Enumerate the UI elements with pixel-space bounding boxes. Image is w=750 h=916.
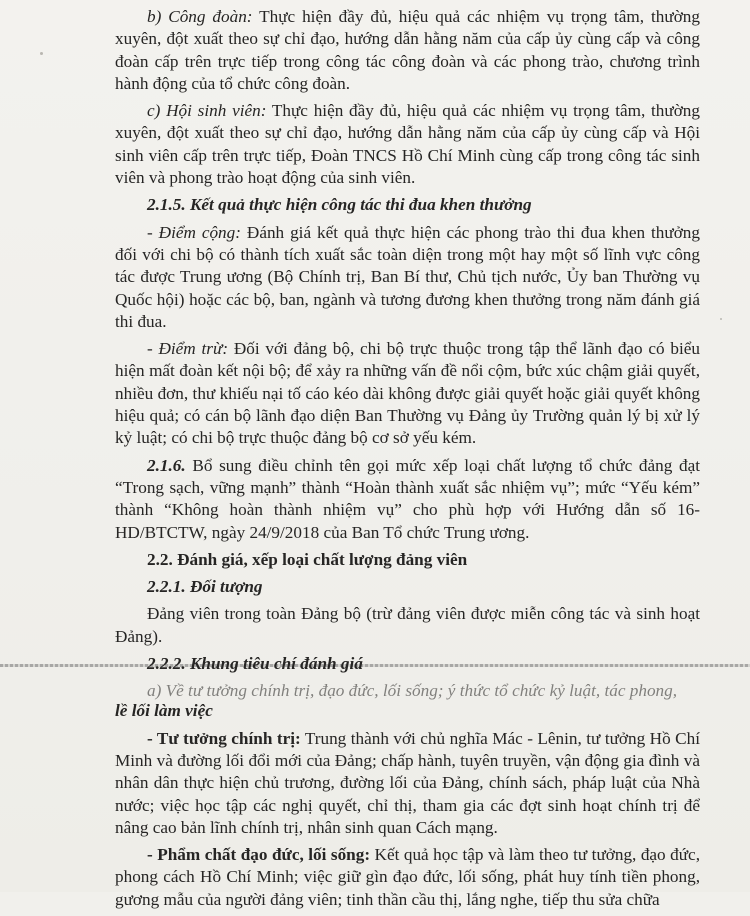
label-diem-cong: - Điểm cộng: xyxy=(147,222,241,242)
paragraph-pham-chat xyxy=(115,844,700,911)
heading-2-2: 2.2. Đánh giá, xếp loại chất lượng đảng viên xyxy=(147,549,468,569)
label-cong-doan: b) Công đoàn: xyxy=(147,7,253,26)
text-2-1-6: Bổ sung điều chỉnh tên gọi mức xếp loại chất lượng tổ chức đảng đạt “Trong sạch, vững mạnh” thành “Hoàn thành xuất sắc nhiệm vụ”; mức “Yếu kém” thành “Không hoàn thành nhiệm vụ” cho phù hợp với Hướng dẫn số 16-HD/BTCTW, ngày 24/9/2018 của Ban Tổ chức Trung ương. xyxy=(115,455,700,542)
heading-2-2-2: 2.2.2. Khung tiêu chí đánh giá xyxy=(147,654,363,674)
text-tu-tuong: Trung thành với chủ nghĩa Mác - Lênin, tư tưởng Hồ Chí Minh và đường lối đổi mới của Đảng; chấp hành, tuyên truyền, vận động gia đình và nhân dân thực hiện chủ trương, đường lối của Đảng, chính sách, pháp luật của Nhà nước; việc học tập các nghị quyết, chỉ thị, tham gia các đợt sinh hoạt chính trị để nâng cao bản lĩnh chính trị, nhân sinh quan Cách mạng. xyxy=(115,728,700,837)
heading-2-1-5: 2.1.5. Kết quả thực hiện công tác thi đua khen thưởng xyxy=(147,195,532,215)
text-cong-doan: Thực hiện đầy đủ, hiệu quả các nhiệm vụ trọng tâm, thường xuyên, đột xuất theo sự chỉ đạo, hướng dẫn hằng năm của cấp ủy cùng cấp và công đoàn cấp trên trực tiếp trong công tác công đoàn và các phong trào, chương trình hành động của tổ chức công đoàn. xyxy=(115,7,700,93)
text-diem-tru: Đối với đảng bộ, chi bộ trực thuộc trong tập thể lãnh đạo có biểu hiện mất đoàn kết nội bộ; để xảy ra những vấn đề nổi cộm, bức xúc chậm giải quyết, nhiều đơn, thư khiếu nại tố cáo kéo dài không được giải quyết hoặc giải quyết không hiệu quả; có cán bộ lãnh đạo diện Ban Thường vụ Đảng ủy Trường quản lý bị xử lý kỷ luật; có chi bộ trực thuộc đảng bộ cơ sở yếu kém. xyxy=(115,339,700,448)
paragraph-cong-doan xyxy=(115,6,700,95)
label-hoi-sinh-vien: c) Hội sinh viên: xyxy=(147,101,267,121)
text-diem-cong: Đánh giá kết quả thực hiện các phong trào thi đua khen thưởng đối với chi bộ có thành tích xuất sắc toàn diện trong một hay một số lĩnh vực công tác được Trung ương (Bộ Chính trị, Ban Bí thư, Chủ tịch nước, Ủy ban Thường vụ Quốc hội) hoặc các bộ, ban, ngành và tương đương khen thưởng trong năm đánh giá thi đua. xyxy=(115,222,700,331)
document-body xyxy=(115,6,700,916)
paper-speck xyxy=(40,52,43,55)
label-diem-tru: - Điểm trừ: xyxy=(147,339,229,359)
paragraph-le-loi: lề lối làm việc xyxy=(115,701,213,721)
paragraph-doi-tuong: Đảng viên trong toàn Đảng bộ (trừ đảng viên được miễn công tác và sinh hoạt Đảng). xyxy=(115,604,700,646)
paragraph-hoi-sinh-vien xyxy=(115,100,700,189)
text-pham-chat: Kết quả học tập và làm theo tư tưởng, đạo đức, phong cách Hồ Chí Minh; việc giữ gìn đạo đức, lối sống, phát huy tính tiền phong, gương mẫu của người đảng viên; tinh thần cầu thị, lắng nghe, tiếp thu sửa chữa xyxy=(115,845,700,909)
label-2-1-6: 2.1.6. xyxy=(147,455,186,475)
label-pham-chat: - Phẩm chất đạo đức, lối sống: xyxy=(147,845,371,865)
text-hoi-sinh-vien: Thực hiện đầy đủ, hiệu quả các nhiệm vụ trọng tâm, thường xuyên, đột xuất theo sự chỉ đạo, hướng dẫn hằng năm của cấp ủy cùng cấp và Hội sinh viên cấp trên trực tiếp, Đoàn TNCS Hồ Chí Minh cùng cấp trong công tác sinh viên và phong trào hoạt động của sinh viên. xyxy=(115,101,700,188)
paragraph-2-1-6 xyxy=(115,455,700,544)
paper-speck xyxy=(720,318,722,320)
heading-2-2-1: 2.2.1. Đối tượng xyxy=(147,577,263,597)
paragraph-diem-cong xyxy=(115,222,700,333)
cropped-text-line: a) Về tư tưởng chính trị, đạo đức, lối sống; ý thức tổ chức kỷ luật, tác phong, xyxy=(147,681,678,701)
paragraph-tu-tuong xyxy=(115,728,700,839)
paragraph-diem-tru xyxy=(115,338,700,449)
label-tu-tuong: - Tư tưởng chính trị: xyxy=(147,728,301,748)
